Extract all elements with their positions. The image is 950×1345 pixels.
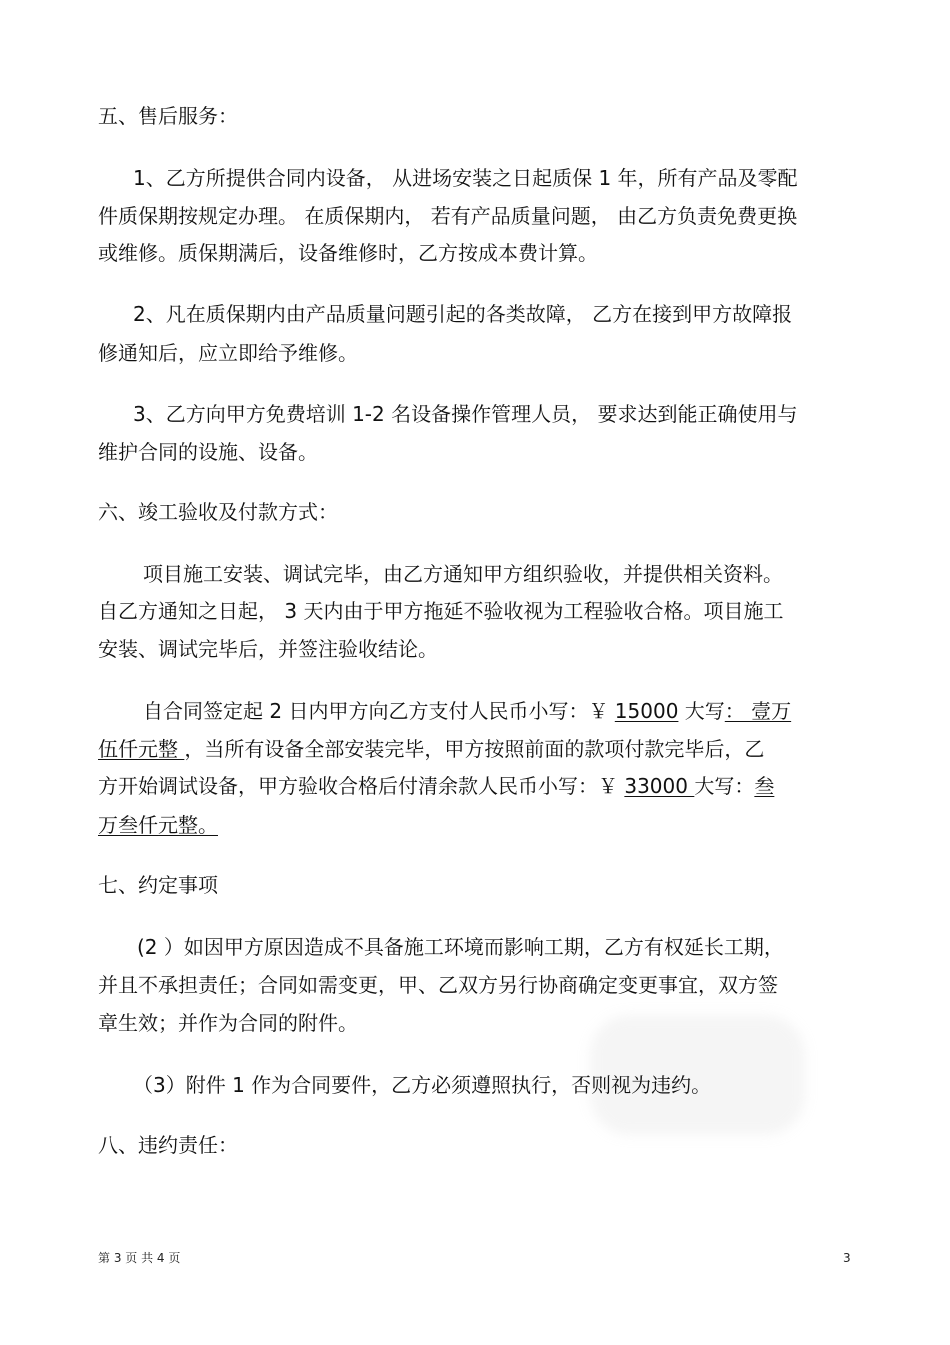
sec5-p1-line1: 1、乙方所提供合同内设备， 从进场安装之日起质保 1 年，所有产品及零配: [133, 166, 798, 190]
payment-line-1: [143, 699, 791, 723]
page-footer-left: 第 3 页 共 4 页: [98, 1251, 181, 1265]
section-5-heading: 五、售后服务：: [98, 104, 238, 128]
first-payment-words-cont: 伍仟元整: [98, 737, 185, 761]
balance-payment-words: 叁: [754, 774, 775, 798]
sec5-p3-line2: 维护合同的设施、设备。: [98, 440, 318, 464]
payment-text: 大写：: [694, 774, 755, 798]
sec5-p2-line2: 修通知后，应立即给予维修。: [98, 341, 358, 365]
payment-text: ，当所有设备全部安装完毕，甲方按照前面的款项付款完毕后，乙: [184, 737, 765, 761]
sec7-p2: （3）附件 1 作为合同要件，乙方必须遵照执行，否则视为违约。: [133, 1073, 712, 1097]
payment-text: 大写: [678, 699, 725, 723]
sec7-p1-line2: 并且不承担责任；合同如需变更，甲、乙双方另行协商确定变更事宜，双方签: [98, 973, 778, 997]
sec7-p1-line3: 章生效；并作为合同的附件。: [98, 1011, 358, 1035]
section-7-heading: 七、约定事项: [98, 873, 218, 897]
section-6-heading: 六、竣工验收及付款方式：: [98, 500, 338, 524]
balance-payment-words-cont: 万叁仟元整。: [98, 813, 218, 837]
page-number: 3: [843, 1251, 851, 1265]
payment-text: 方开始调试设备，甲方验收合格后付清余款人民币小写：￥: [98, 774, 625, 798]
payment-text: 自合同签定起 2 日内甲方向乙方支付人民币小写：￥: [143, 699, 615, 723]
sec5-p1-line2: 件质保期按规定办理。 在质保期内， 若有产品质量问题， 由乙方负责免费更换: [98, 204, 798, 228]
section-8-heading: 八、违约责任：: [98, 1133, 238, 1157]
first-payment-amount: 15000: [614, 699, 679, 723]
sec6-p1-line3: 安装、调试完毕后，并签注验收结论。: [98, 637, 438, 661]
first-payment-words: ： 壹万: [724, 699, 792, 723]
payment-line-3: [98, 774, 774, 798]
balance-payment-amount: 33000: [624, 774, 695, 798]
sec5-p1-line3: 或维修。质保期满后，设备维修时，乙方按成本费计算。: [98, 241, 598, 265]
sec6-p1-line1: 项目施工安装、调试完毕，由乙方通知甲方组织验收，并提供相关资料。: [143, 562, 783, 586]
sec5-p3-line1: 3、乙方向甲方免费培训 1-2 名设备操作管理人员， 要求达到能正确使用与: [133, 402, 798, 426]
payment-line-2: [98, 737, 764, 761]
sec6-p1-line2: 自乙方通知之日起， 3 天内由于甲方拖延不验收视为工程验收合格。项目施工: [98, 599, 784, 623]
sec7-p1-line1: (2 ）如因甲方原因造成不具备施工环境而影响工期，乙方有权延长工期，: [137, 935, 784, 959]
sec5-p2-line1: 2、凡在质保期内由产品质量问题引起的各类故障， 乙方在接到甲方故障报: [133, 302, 793, 326]
